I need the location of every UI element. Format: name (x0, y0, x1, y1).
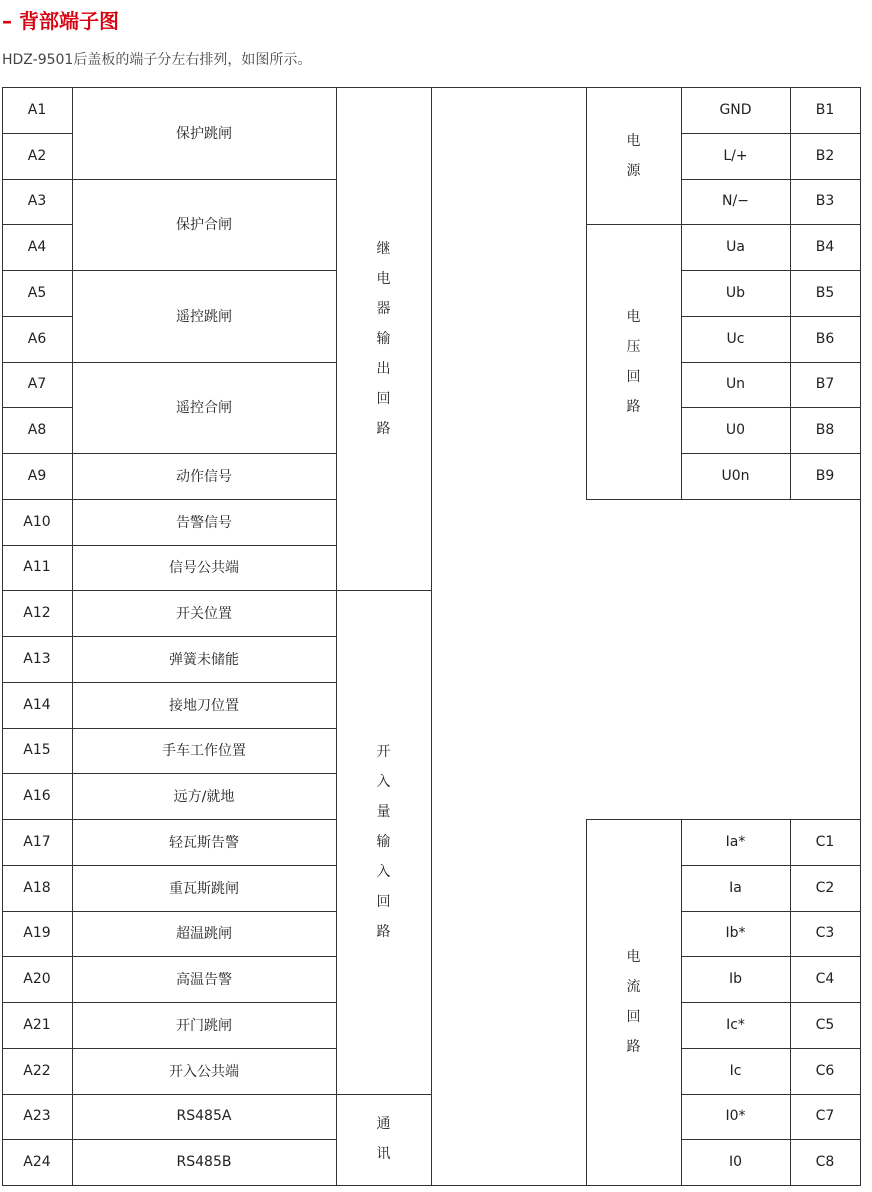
terminal-id-a: A20 (23, 971, 51, 988)
terminal-function-label: 重瓦斯跳闸 (169, 880, 239, 897)
grid-line (586, 499, 860, 500)
terminal-id-a: A1 (27, 101, 47, 118)
terminal-signal: Uc (726, 330, 745, 347)
group-char: 流 (626, 979, 641, 995)
terminal-function-label: 手车工作位置 (162, 743, 246, 760)
group-char: 电 (626, 308, 641, 325)
terminal-id-a: A6 (27, 330, 47, 347)
terminal-id-c: C4 (815, 971, 835, 988)
group-char: 通 (376, 1116, 391, 1133)
group-char: 回 (626, 1009, 641, 1025)
terminal-function-label: 远方/就地 (173, 789, 235, 806)
description: HDZ-9501后盖板的端子分左右排列，如图所示。 (2, 52, 312, 68)
terminal-id-a: A18 (23, 879, 51, 896)
left-group-label (336, 87, 431, 590)
terminal-function-label: 信号公共端 (169, 560, 239, 577)
group-char: 开 (376, 743, 391, 760)
group-char: 路 (626, 398, 641, 415)
terminal-id-a: A9 (27, 467, 47, 484)
right-group-label (586, 224, 681, 499)
terminal-function-label: 遥控跳闸 (176, 308, 232, 325)
terminal-id-c: C8 (815, 1154, 835, 1171)
group-char: 路 (626, 1039, 641, 1055)
group-char: 继 (376, 240, 391, 257)
right-group-label (586, 819, 681, 1185)
terminal-id-a: A17 (23, 833, 51, 850)
terminal-signal: N/− (722, 193, 749, 210)
group-char: 源 (626, 162, 641, 179)
terminal-id-c: C5 (815, 1016, 835, 1033)
terminal-function-label: 接地刀位置 (169, 697, 239, 714)
group-char: 量 (376, 803, 391, 820)
terminal-id-b: B8 (815, 422, 835, 439)
terminal-id-a: A19 (23, 925, 51, 942)
terminal-id-a: A13 (23, 650, 51, 667)
left-group-label (336, 1094, 431, 1186)
terminal-id-b: B7 (815, 376, 835, 393)
group-char: 电 (626, 949, 641, 965)
group-char: 路 (376, 923, 391, 940)
terminal-id-a: A22 (23, 1062, 51, 1079)
terminal-signal: Ua (726, 239, 745, 256)
terminal-id-a: A16 (23, 788, 51, 805)
terminal-id-a: A5 (27, 284, 47, 301)
right-group-label (586, 87, 681, 224)
group-char: 输 (376, 833, 391, 850)
terminal-id-a: A2 (27, 147, 47, 164)
group-char: 入 (376, 863, 391, 880)
terminal-id-c: C7 (815, 1108, 835, 1125)
left-group-label (336, 590, 431, 1093)
terminal-id-b: B5 (815, 284, 835, 301)
group-char: 电 (376, 270, 391, 287)
terminal-id-c: C1 (815, 833, 835, 850)
group-char: 回 (626, 368, 641, 385)
terminal-id-b: B4 (815, 239, 835, 256)
terminal-signal: Ib (728, 971, 742, 988)
group-char: 入 (376, 773, 391, 790)
group-char: 路 (376, 420, 391, 437)
terminal-id-a: A21 (23, 1016, 51, 1033)
terminal-signal: U0 (725, 422, 746, 439)
terminal-signal: I0* (725, 1108, 746, 1125)
terminal-id-a: A4 (27, 239, 47, 256)
terminal-function-label: 轻瓦斯告警 (169, 834, 239, 851)
terminal-signal: Ic (729, 1062, 742, 1079)
terminal-id-b: B3 (815, 193, 835, 210)
terminal-function-label: 超温跳闸 (176, 926, 232, 943)
group-char: 输 (376, 330, 391, 347)
grid-line (860, 499, 861, 819)
terminal-function-label: RS485B (176, 1154, 232, 1171)
terminal-id-b: B6 (815, 330, 835, 347)
terminal-function-label: 遥控合闸 (176, 400, 232, 417)
group-char: 出 (376, 360, 391, 377)
terminal-function-label: 保护跳闸 (176, 125, 232, 142)
terminal-function-label: 高温告警 (176, 972, 232, 989)
terminal-function-label: 告警信号 (176, 514, 232, 531)
grid-line (431, 1185, 586, 1186)
terminal-signal: Ic* (726, 1016, 745, 1033)
group-char: 器 (376, 300, 391, 317)
terminal-signal: Ub (725, 284, 746, 301)
terminal-id-c: C6 (815, 1062, 835, 1079)
terminal-id-a: A7 (27, 376, 47, 393)
group-char: 讯 (376, 1146, 391, 1163)
terminal-function-label: 开关位置 (176, 606, 232, 623)
terminal-signal: GND (719, 101, 752, 118)
page-title: – 背部端子图 (2, 9, 119, 33)
terminal-signal: I0 (728, 1154, 743, 1171)
terminal-function-label: 动作信号 (176, 468, 232, 485)
terminal-function-label: 开门跳闸 (176, 1017, 232, 1034)
group-char: 回 (376, 893, 391, 910)
terminal-id-a: A12 (23, 605, 51, 622)
terminal-id-c: C3 (815, 925, 835, 942)
terminal-id-a: A11 (23, 559, 51, 576)
terminal-signal: Ia* (725, 833, 746, 850)
terminal-function-label: 弹簧未储能 (169, 651, 239, 668)
terminal-id-b: B2 (815, 147, 835, 164)
terminal-signal: Ia (729, 879, 742, 896)
terminal-signal: Ib* (725, 925, 746, 942)
group-char: 电 (626, 132, 641, 149)
terminal-signal: Un (725, 376, 746, 393)
terminal-function-label: 保护合闸 (176, 217, 232, 234)
terminal-id-a: A24 (23, 1154, 51, 1171)
grid-line (431, 87, 586, 88)
terminal-id-b: B1 (815, 101, 835, 118)
group-char: 压 (626, 338, 641, 355)
terminal-id-a: A8 (27, 422, 47, 439)
terminal-id-a: A23 (23, 1108, 51, 1125)
group-char: 回 (376, 390, 391, 407)
terminal-id-a: A14 (23, 696, 51, 713)
terminal-function-label: RS485A (176, 1108, 232, 1125)
terminal-id-a: A15 (23, 742, 51, 759)
terminal-id-a: A10 (23, 513, 51, 530)
terminal-id-a: A3 (27, 193, 47, 210)
terminal-signal: U0n (721, 467, 750, 484)
terminal-function-label: 开入公共端 (169, 1063, 239, 1080)
terminal-id-b: B9 (815, 467, 835, 484)
terminal-signal: L/+ (723, 147, 748, 164)
terminal-id-c: C2 (815, 879, 835, 896)
